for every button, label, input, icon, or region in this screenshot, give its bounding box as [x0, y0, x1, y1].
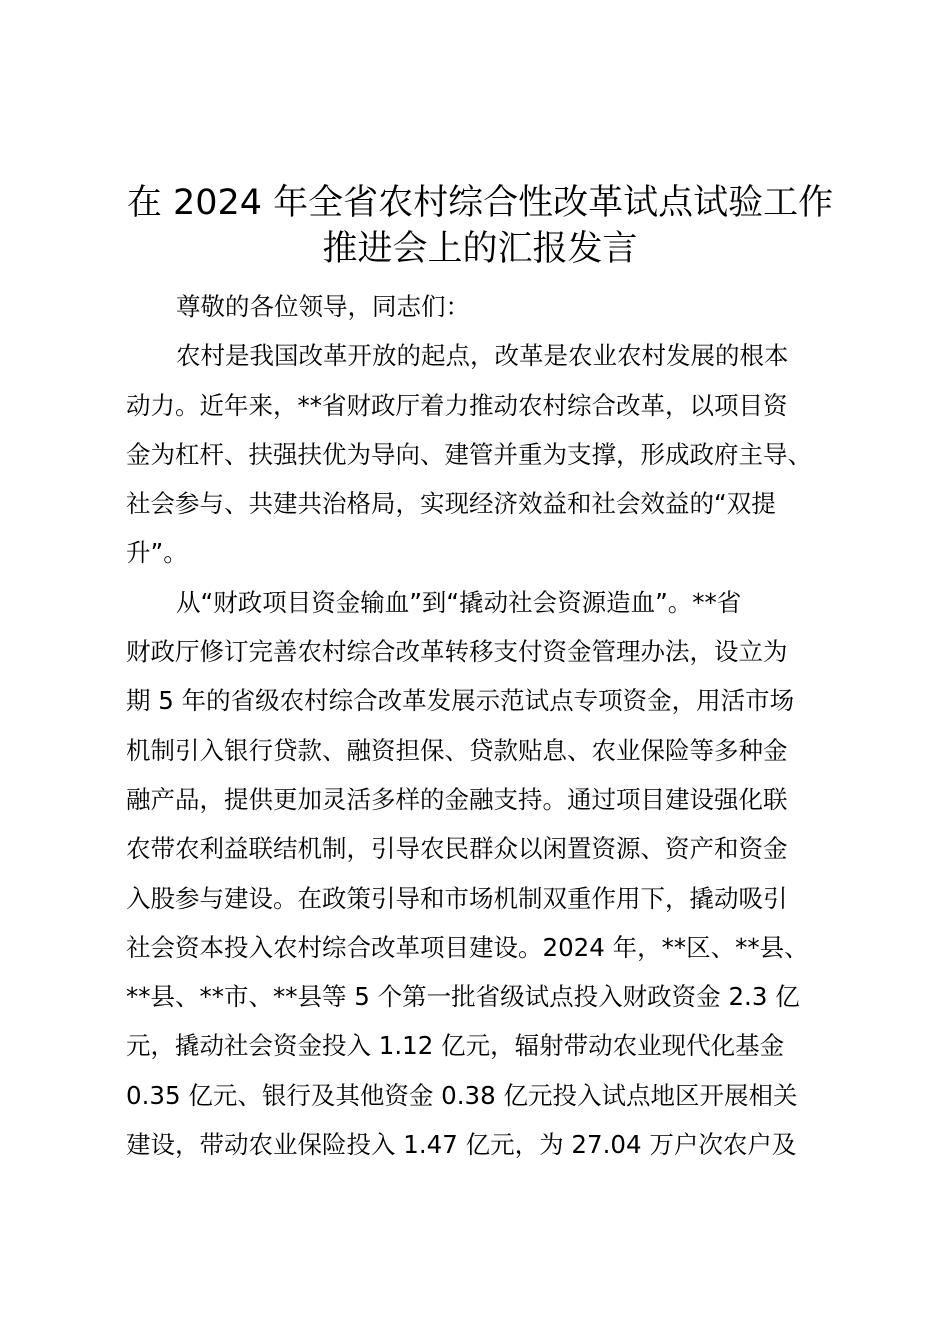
document-body	[126, 282, 834, 1169]
paragraph-2-line-5: 融产品，提供更加灵活多样的金融支持。通过项目建设强化联	[126, 784, 788, 814]
paragraph-1-line-1: 农村是我国改革开放的起点，改革是农业农村发展的根本	[176, 341, 789, 371]
paragraph-2-line-4: 机制引入银行贷款、融资担保、贷款贴息、农业保险等多种金	[126, 735, 788, 765]
paragraph-2-line-6: 农带农利益联结机制，引导农民群众以闲置资源、资产和资金	[126, 834, 788, 864]
salutation: 尊敬的各位领导，同志们：	[176, 292, 470, 321]
paragraph-2-line-12: 建设，带动农业保险投入 1.47 亿元，为 27.04 万户次农户及	[126, 1130, 797, 1160]
title-line-2: 推进会上的汇报发言	[322, 229, 638, 269]
paragraph-1-line-2: 动力。近年来，**省财政厅着力推动农村综合改革，以项目资	[126, 390, 788, 420]
paragraph-2-line-11: 0.35 亿元、银行及其他资金 0.38 亿元投入试点地区开展相关	[126, 1080, 798, 1110]
paragraph-2-line-8: 社会资本投入农村综合改革项目建设。2024 年，**区、**县、	[126, 932, 809, 962]
paragraph-1-line-4: 社会参与、共建共治格局，实现经济效益和社会效益的“双提	[126, 489, 776, 519]
paragraph-2-line-9: **县、**市、**县等 5 个第一批省级试点投入财政资金 2.3 亿	[126, 982, 800, 1012]
paragraph-2-line-7: 入股参与建设。在政策引导和市场机制双重作用下，撬动吸引	[126, 883, 788, 913]
title-line-1: 在 2024 年全省农村综合性改革试点试验工作	[126, 183, 834, 223]
paragraph-2-line-2: 财政厅修订完善农村综合改革转移支付资金管理办法，设立为	[126, 637, 788, 667]
paragraph-1-line-3: 金为杠杆、扶强扶优为导向、建管并重为支撑，形成政府主导、	[126, 439, 812, 469]
document-page	[126, 180, 834, 1169]
paragraph-2-line-1: 从“财政项目资金输血”到“撬动社会资源造血”。**省	[176, 587, 742, 617]
document-title	[126, 180, 834, 272]
paragraph-2-line-10: 元，撬动社会资金投入 1.12 亿元，辐射带动农业现代化基金	[126, 1031, 785, 1061]
paragraph-2-line-3: 期 5 年的省级农村综合改革发展示范试点专项资金，用活市场	[126, 686, 795, 716]
paragraph-1-line-5: 升”。	[126, 538, 188, 568]
